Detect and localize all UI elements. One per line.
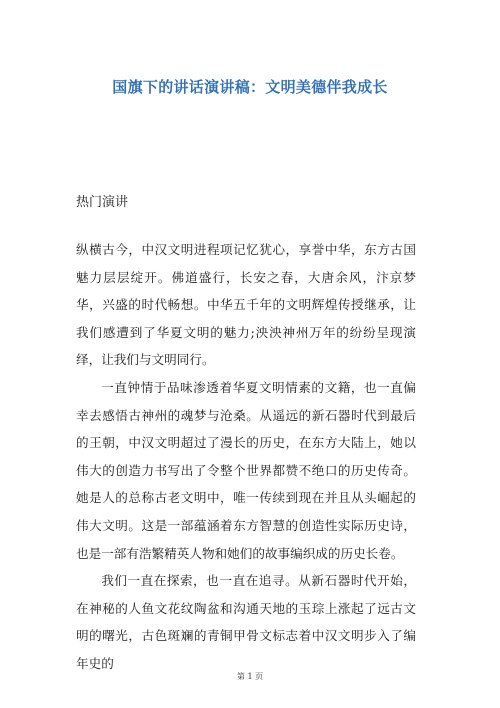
document-title: 国旗下的讲话演讲稿：文明美德伴我成长 [112,78,388,96]
paragraph-2: 一直钟情于品味渗透着华夏文明情素的文籍，也一直偏幸去感悟古神州的魂梦与沧桑。从遥远的新石器时代到最后的王朝，中汉文明超过了漫长的历史，在东方大陆上，她以伟大的创造力书写出了令整个世界都赞不绝口的历史传奇。她是人的总称古老文明中，唯一传续到现在并且从头崛起的伟大文明。这是一部蕴涵着东方智慧的创造性实际历史诗，也是一部有浩繁精英人物和她们的故事编织成的历史长卷。 [76,379,416,561]
document-body [76,236,416,678]
paragraph-1: 纵横古今，中汉文明进程项记忆犹心，享誉中华，东方古国魅力层层绽开。佛道盛行，长安之春，大唐余风，汴京梦华，兴盛的时代畅想。中华五千年的文明辉煌传授继承，让我们感遭到了华夏文明的魅力;泱泱神州万年的纷纷呈现演绎，让我们与文明同行。 [76,242,416,368]
paragraph-3: 我们一直在探索，也一直在追寻。从新石器时代开始，在神秘的人鱼文花纹陶盆和沟通天地的玉琮上涨起了远古文明的曙光，古色斑斓的青铜甲骨文标志着中汉文明步入了编年史的 [76,573,416,671]
page-number: 第 1 页 [236,672,264,681]
section-label: 热门演讲 [76,195,129,210]
